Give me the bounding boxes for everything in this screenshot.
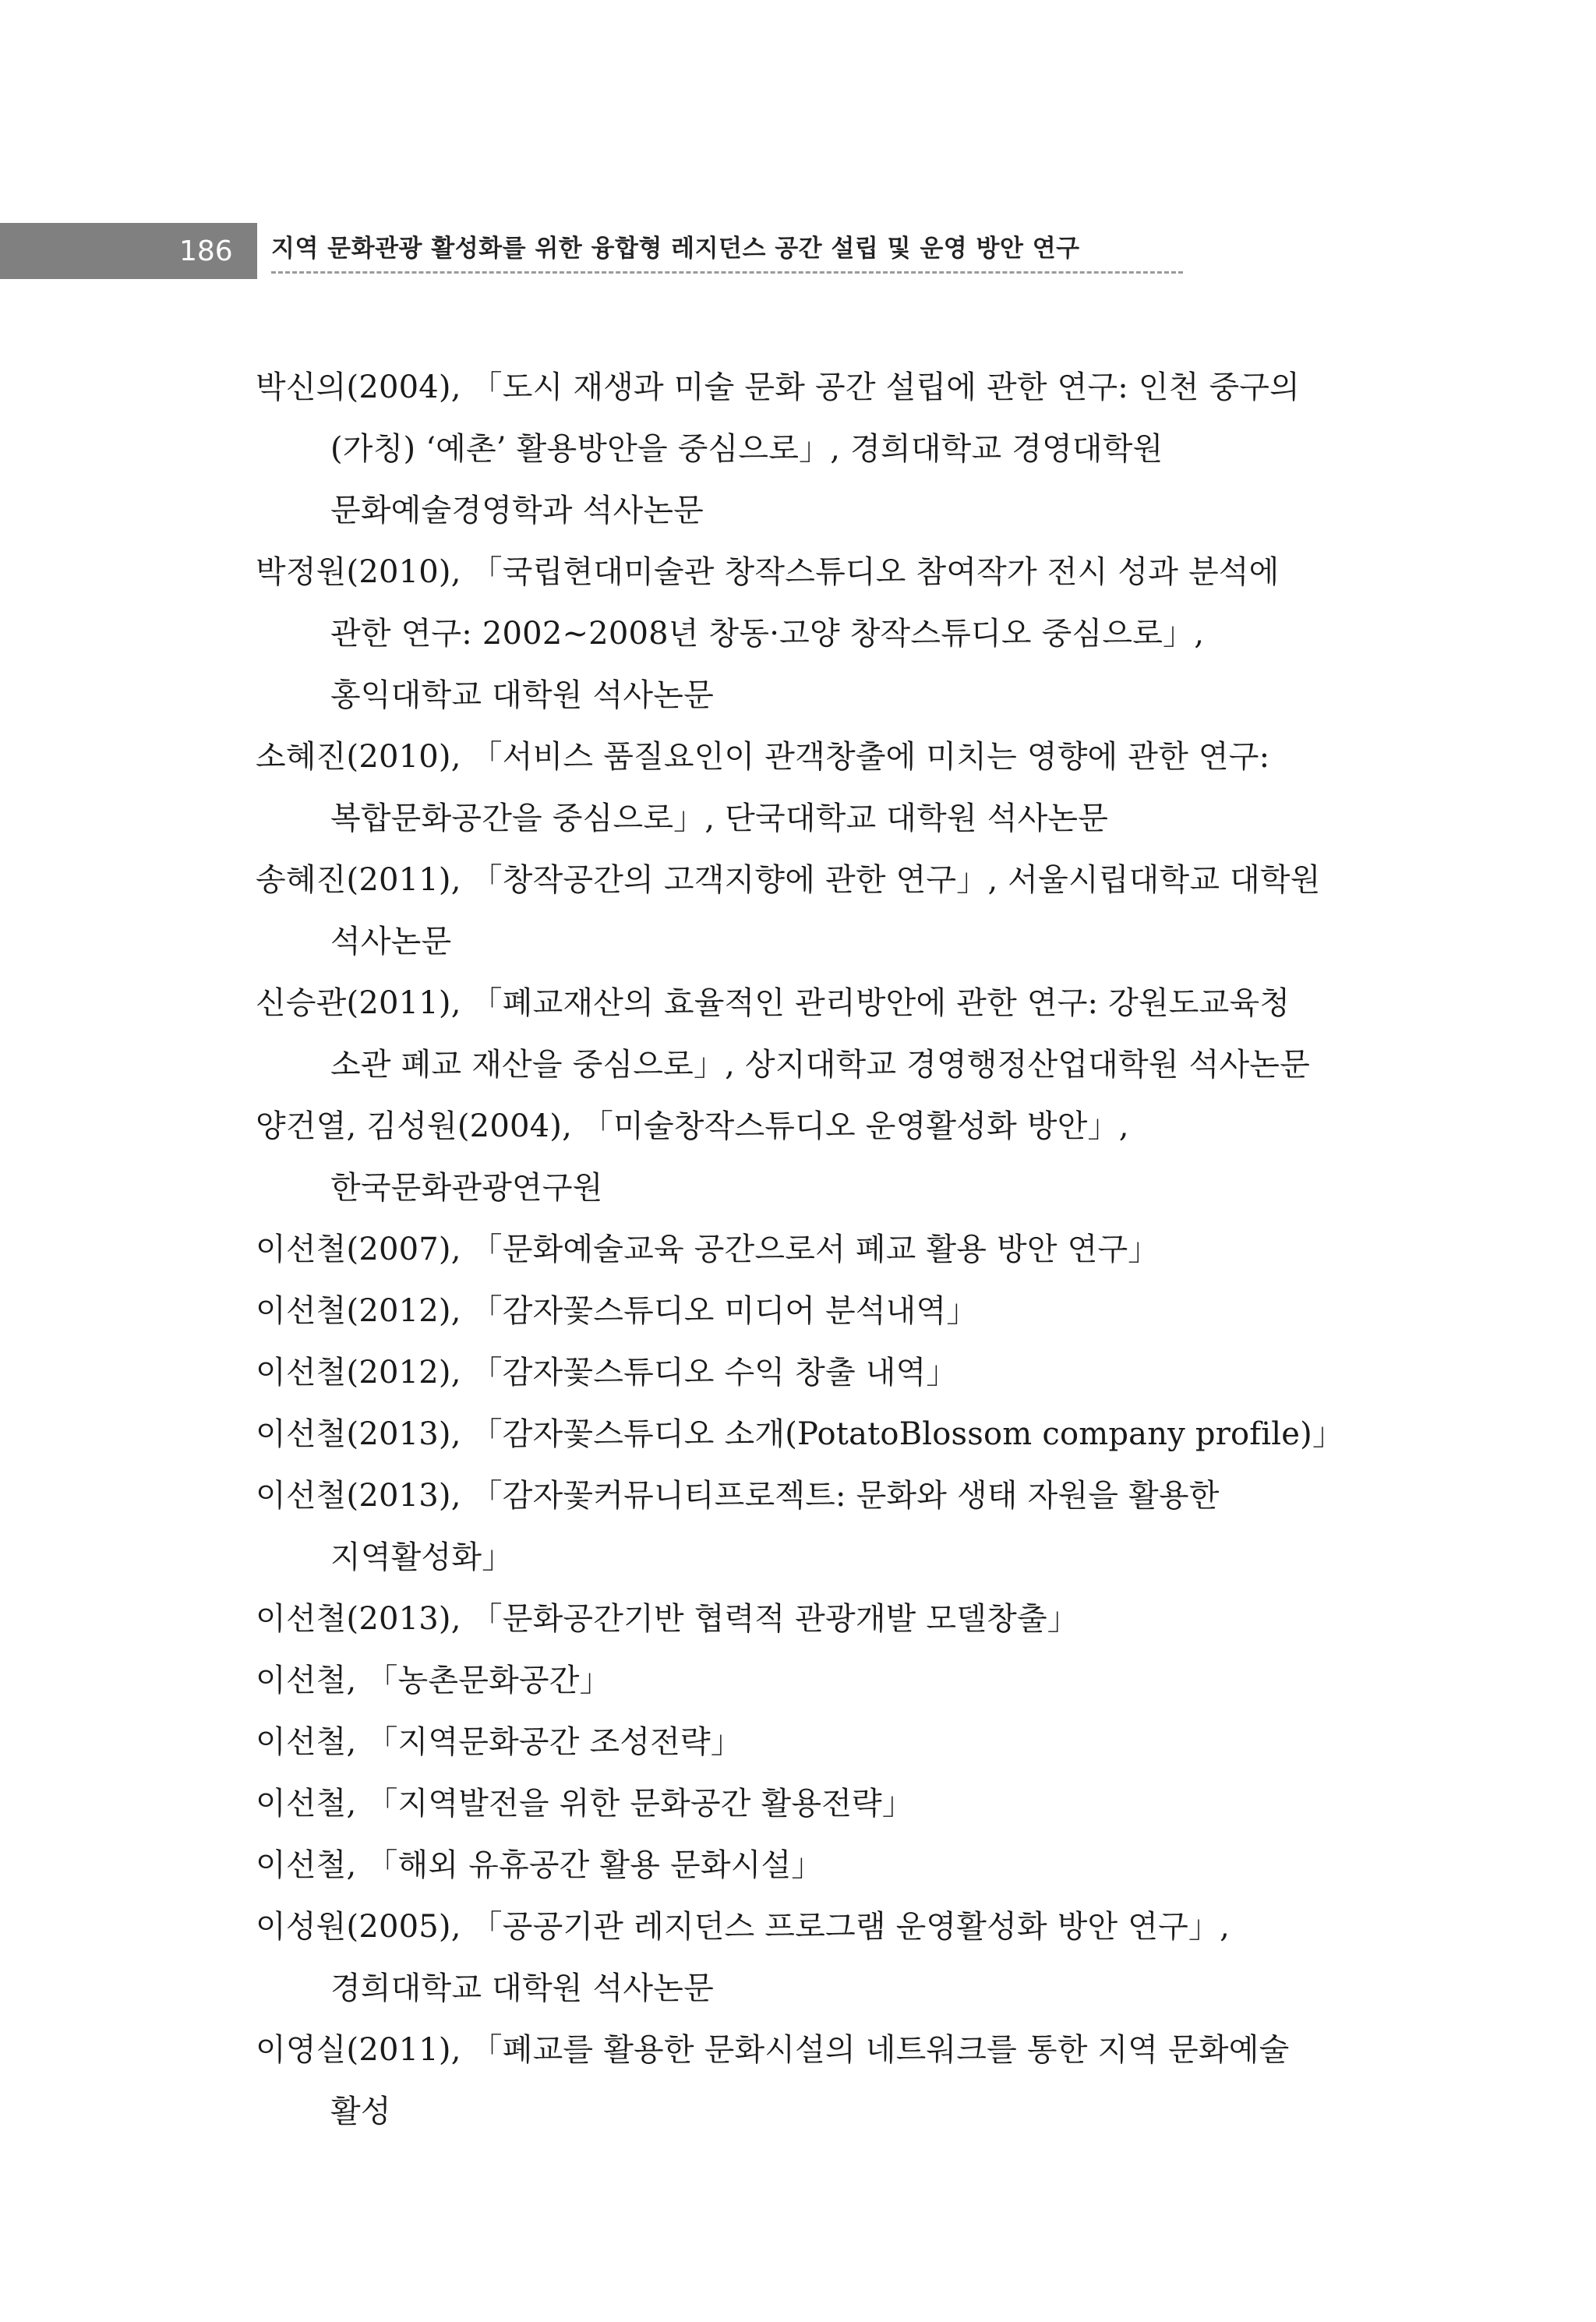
reference-entry: 박정원(2010), 「국립현대미술관 창작스튜디오 참여작가 전시 성과 분석에 관한 연구: 2002~2008년 창동·고양 창작스튜디오 중심으로」, 홍익대학교 대학원 석사논문 <box>256 554 1280 713</box>
reference-entry: 이선철(2013), 「감자꽃커뮤니티프로젝트: 문화와 생태 자원을 활용한 지역활성화」 <box>256 1478 1220 1575</box>
reference-entry: 신승관(2011), 「폐교재산의 효율적인 관리방안에 관한 연구: 강원도교육청 소관 폐교 재산을 중심으로」, 상지대학교 경영행정산업대학원 석사논문 <box>256 985 1310 1083</box>
reference-entry: 이선철, 「지역발전을 위한 문화공간 활용전략」 <box>256 1786 914 1822</box>
reference-entry: 이선철(2013), 「감자꽃스튜디오 소개(PotatoBlossom company profile)」 <box>256 1416 1344 1452</box>
running-title: 지역 문화관광 활성화를 위한 융합형 레지던스 공간 설립 및 운영 방안 연구 <box>271 231 1183 274</box>
reference-entry: 양건열, 김성원(2004), 「미술창작스튜디오 운영활성화 방안」, 한국문화관광연구원 <box>256 1108 1129 1206</box>
reference-entry: 이선철(2013), 「문화공간기반 협력적 관광개발 모델창출」 <box>256 1601 1079 1637</box>
reference-entry: 이성원(2005), 「공공기관 레지던스 프로그램 운영활성화 방안 연구」, 경희대학교 대학원 석사논문 <box>256 1909 1231 2006</box>
page-number: 186 <box>179 235 233 267</box>
reference-entry: 이선철(2012), 「감자꽃스튜디오 미디어 분석내역」 <box>256 1293 978 1329</box>
reference-entry: 이영실(2011), 「폐교를 활용한 문화시설의 네트워크를 통한 지역 문화예술 활성 <box>256 2032 1290 2129</box>
reference-entry: 송혜진(2011), 「창작공간의 고객지향에 관한 연구」, 서울시립대학교 대학원 석사논문 <box>256 862 1321 960</box>
reference-list <box>256 357 1347 2143</box>
reference-entry: 이선철, 「해외 유휴공간 활용 문화시설」 <box>256 1847 823 1883</box>
reference-entry: 소혜진(2010), 「서비스 품질요인이 관객창출에 미치는 영향에 관한 연구: 복합문화공간을 중심으로」, 단국대학교 대학원 석사논문 <box>256 739 1270 836</box>
reference-entry: 이선철, 「지역문화공간 조성전략」 <box>256 1724 743 1760</box>
reference-entry: 이선철(2012), 「감자꽃스튜디오 수익 창출 내역」 <box>256 1355 958 1391</box>
reference-entry: 박신의(2004), 「도시 재생과 미술 문화 공간 설립에 관한 연구: 인천 중구의 (가칭) ‘예촌’ 활용방안을 중심으로」, 경희대학교 경영대학원 문화예술경영학과 석사논문 <box>256 369 1300 528</box>
reference-entry: 이선철, 「농촌문화공간」 <box>256 1663 611 1698</box>
reference-entry: 이선철(2007), 「문화예술교육 공간으로서 폐교 활용 방안 연구」 <box>256 1232 1160 1267</box>
